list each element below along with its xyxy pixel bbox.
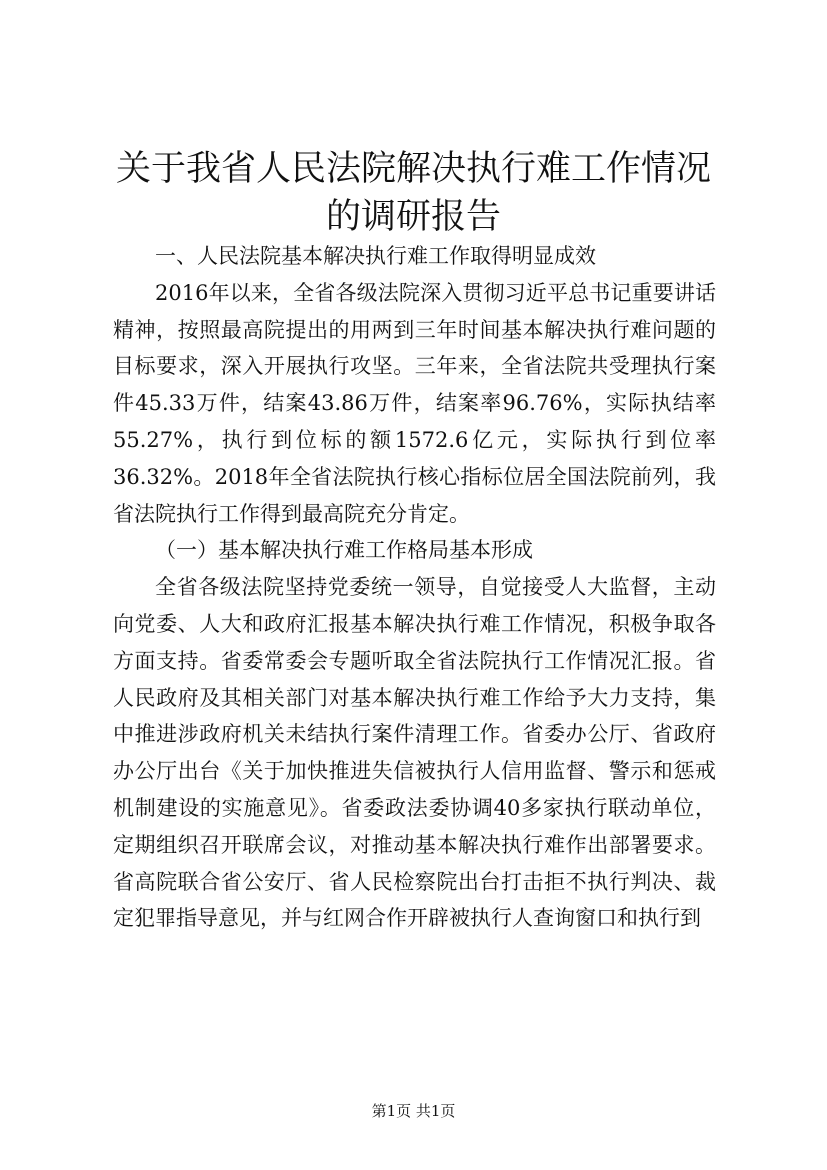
document-title: 关于我省人民法院解决执行难工作情况的调研报告 bbox=[115, 149, 711, 237]
body-paragraph: 全省各级法院坚持党委统一领导，自觉接受人大监督，主动向党委、人大和政府汇报基本解决执行难工作情况，积极争取各方面支持。省委常委会专题听取全省法院执行工作情况汇报。省人民政府及其相关部门对基本解决执行难工作给予大力支持，集中推进涉政府机关未结执行案件清理工作。省委办公厅、省政府办公厅出台《关于加快推进失信被执行人信用监督、警示和惩戒机制建设的实施意见》。省委政法委协调40多家执行联动单位，定期组织召开联席会议，对推动基本解决执行难作出部署要求。省高院联合省公安厅、省人民检察院出台打击拒不执行判决、裁定犯罪指导意见，并与红网合作开辟被执行人查询窗口和执行到 bbox=[113, 575, 716, 931]
page-footer: 第1页 共1页 bbox=[371, 1102, 456, 1120]
document-body bbox=[113, 238, 716, 937]
body-paragraph: 2016年以来，全省各级法院深入贯彻习近平总书记重要讲话精神，按照最高院提出的用两到三年时间基本解决执行难问题的目标要求，深入开展执行攻坚。三年来，全省法院共受理执行案件45.33万件，结案43.86万件，结案率96.76%，实际执结率55.27%，执行到位标的额1572.6亿元，实际执行到位率36.32%。2018年全省法院执行核心指标位居全国法院前列，我省法院执行工作得到最高院充分肯定。 bbox=[113, 280, 716, 526]
section-heading: 一、人民法院基本解决执行难工作取得明显成效 bbox=[155, 244, 596, 268]
subsection-heading: （一）基本解决执行难工作格局基本形成 bbox=[155, 538, 533, 563]
